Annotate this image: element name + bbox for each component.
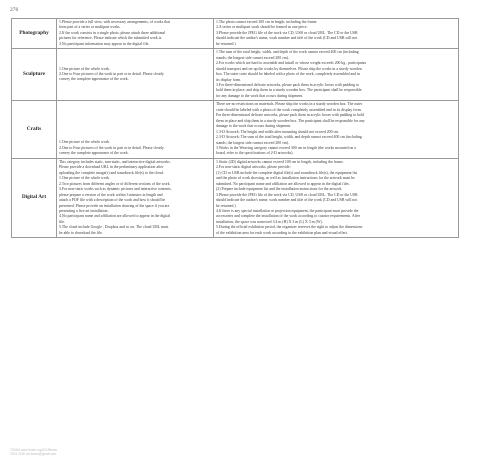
- text-line: For three-dimensional delicate artworks, please pack them in acrylic boxes with padding to hold: [216, 113, 364, 118]
- text-line: hold them in place, and ship them in a sturdy wooden box. The participant shall be responsible: [216, 88, 362, 93]
- text-line: 2.For non-static digital artworks, please provide:: [216, 165, 291, 170]
- table-row: [12, 49, 459, 101]
- submission-rules-table: [11, 18, 459, 238]
- text-line: pictures for reference. Please indicate which the submitted work is.: [59, 36, 163, 41]
- text-line: There are no restrictions on materials. Please ship the works in a sturdy wooden box. The outer: [216, 102, 363, 107]
- text-line: 2.3-D Artwork: The sum of the total height, width, and depth cannot exceed 400 cm (including: [216, 135, 362, 140]
- text-line: uploading the complete image(s) and soundtrack file(s) to the cloud.: [59, 170, 165, 175]
- text-line: convey the complete appearance of the work.: [59, 77, 129, 82]
- text-line: This category includes static, non-static, and interactive digital artworks.: [59, 159, 171, 164]
- text-line: 2.A series or multipart work should be framed as one piece.: [216, 25, 308, 30]
- page-footer: [10, 448, 57, 456]
- footer-line-2: 2019-2020 art.tieam@gmail.com: [10, 452, 57, 457]
- text-line: please prepare a version of the work within 3 minutes in length and: [59, 192, 163, 197]
- text-line: form part of a series or multipart works.: [59, 25, 121, 30]
- work-specifications-cell: [214, 101, 459, 159]
- text-line: be returned.): [216, 203, 236, 208]
- text-line: be able to download the file.: [59, 230, 103, 235]
- work-specifications-cell: [214, 49, 459, 101]
- text-line: presented. Please provide an installation drawing of the space if you are: [59, 203, 170, 208]
- text-line: 3.Please provide the JPEG file of the work via CD, USB or cloud URL. The CD or the USB: [216, 192, 358, 197]
- category-label: Crafts: [12, 101, 57, 159]
- text-line: 1.The photo cannot exceed 100 cm in length, including the frame.: [216, 20, 318, 24]
- text-line: 3.Please provide the JPEG file of the work via CD, USB or cloud URL. The CD or the USB: [216, 30, 358, 35]
- text-line: 1.3-D Artwork: The height and width after mounting should not exceed 200 cm.: [216, 129, 340, 134]
- text-line: submitted. No participant name and affiliation are allowed to appear in the digital files.: [216, 181, 350, 186]
- text-line: 2.Two pictures from different angles or of different sections of the work.: [59, 181, 171, 186]
- work-specifications-cell: [214, 158, 459, 237]
- text-line: crate should be labeled with a photo of the work completely assembled and in its display form.: [216, 107, 362, 112]
- text-line: damage to the work that occurs during shipment.: [216, 124, 292, 129]
- text-line: 4.No participant name and affiliation are allowed to appear in the digital: [59, 214, 171, 219]
- category-label: Digital Art: [12, 158, 57, 237]
- text-line: 1.One picture of the whole work.: [59, 140, 110, 145]
- text-line: attach a PDF file with a description of the work and how it should be: [59, 198, 166, 203]
- work-specifications-cell: [214, 19, 459, 49]
- text-line: should indicate the author's name, work number and title of the work (CD and USB will not: [216, 198, 358, 203]
- text-line: and the photo of work showing, as well as installation instructions for the artwork must be: [216, 176, 355, 181]
- text-line: of the exhibition area for each work according to the exhibition plan and visual effect.: [216, 230, 349, 235]
- footer-line-1: TIEAM www.tieam.org/2019tieam: [10, 448, 58, 452]
- text-line: box. The outer crate should be labeled with a photo of the work, completely assembled and in: [216, 72, 361, 77]
- category-label: Photography: [12, 19, 57, 49]
- text-line: 2.For works which are hard to assemble and install or whose weight exceeds 200 kg , participants: [216, 61, 367, 66]
- text-line: them in place and ship them in a sturdy wooden box. The participant shall be responsible for any: [216, 118, 365, 123]
- table-row: [12, 19, 459, 49]
- text-line: 1.One picture of the whole work.: [59, 176, 110, 181]
- picture-requirements-cell: [57, 101, 214, 159]
- text-line: should transport and set up the works by themselves. Please ship the works in a sturdy wooden: [216, 66, 362, 71]
- text-line: 2.One to Four pictures of the work in part or in detail. Please clearly: [59, 72, 164, 77]
- text-line: presenting a live art installation.: [59, 208, 109, 213]
- text-line: 1.The sum of the total height, width, and depth of the work cannot exceed 400 cm (including: [216, 50, 359, 55]
- text-line: stands; the longest side cannot exceed 200 cm).: [216, 55, 290, 60]
- text-line: (1) CD or USB include the complete digital file(s) and soundtrack file(s), the equipment list: [216, 170, 358, 175]
- text-line: 3.For non-static works such as dynamic pictures and interactive contents,: [59, 187, 172, 192]
- text-line: 1.Please provide a full view, with necessary arrangements, of works that: [59, 20, 171, 24]
- text-line: 3.No participant information may appear in the digital file.: [59, 41, 150, 46]
- text-line: its display form.: [216, 77, 242, 82]
- picture-requirements-cell: [57, 19, 214, 49]
- text-line: 2.One to Four pictures of the work in part or in detail. Please clearly: [59, 145, 164, 150]
- text-line: 5.During the official exhibition period, the organizer reserves the right to adjust the dimensions: [216, 225, 363, 230]
- text-line: be returned.): [216, 41, 236, 46]
- text-line: 3.For three-dimensional delicate artworks, please pack them in acrylic boxes with padding to: [216, 82, 360, 87]
- text-line: for any damage to the work that occurs during shipment.: [216, 93, 304, 98]
- text-line: 1.Static (2D) digital artworks cannot exceed 100 cm in length, including the frame.: [216, 159, 344, 164]
- text-line: board, refer to the specifications of 2-D artworks).: [216, 151, 294, 156]
- text-line: accessories and complete the installation of the work according to curator requirements. After: [216, 214, 360, 219]
- text-line: 4.If there is any special installation or projection equipment, the participant must provide the: [216, 208, 359, 213]
- text-line: Please provide a download URL in the preliminary application after: [59, 165, 164, 170]
- text-line: 3.Works in the Weaving category cannot exceed 300 cm in length (the works mounted on a: [216, 145, 356, 150]
- text-line: (2) Prepare include equipment list and the installation instructions for the artwork.: [216, 187, 343, 192]
- category-label: Sculpture: [12, 49, 57, 101]
- text-line: 5.The cloud include Google , Dropbox and so on. The cloud URL must: [59, 225, 169, 230]
- table-row: [12, 101, 459, 159]
- text-line: 1.One picture of the whole work.: [59, 66, 110, 71]
- table-row: [12, 158, 459, 237]
- text-line: should indicate the author's name, work number and title of the work (CD and USB will not: [216, 36, 358, 41]
- picture-requirements-cell: [57, 158, 214, 237]
- text-line: convey the complete appearance of the work.: [59, 151, 129, 156]
- picture-requirements-cell: [57, 49, 214, 101]
- page-number: 276: [10, 7, 19, 13]
- text-line: file.: [59, 219, 66, 224]
- text-line: installation, the space was narrowed 3.4 m (H) X 3 m (L) X 3 m (W).: [216, 219, 323, 224]
- text-line: 2.If the work consists in a single photo, please attach three additional: [59, 30, 166, 35]
- text-line: stands; the longest side cannot exceed 200 cm).: [216, 140, 290, 145]
